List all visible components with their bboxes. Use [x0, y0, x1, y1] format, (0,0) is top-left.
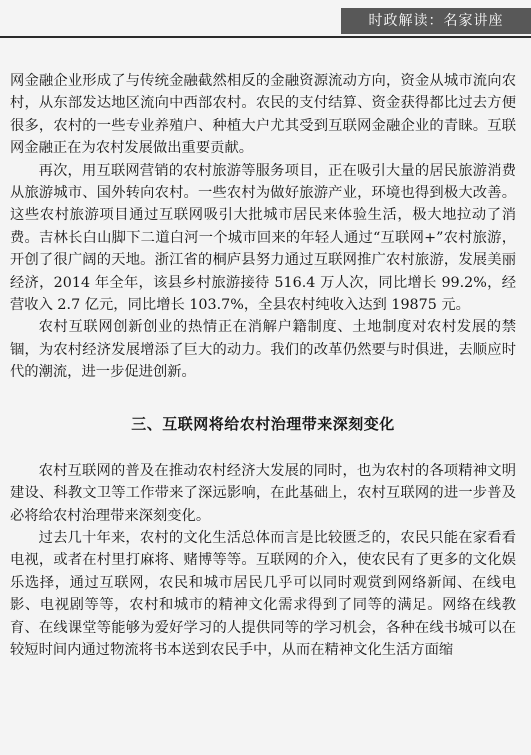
paragraph-3: 农村互联网创新创业的热情正在消解户籍制度、土地制度对农村发展的禁锢，为农村经济发展增添了巨大的动力。我们的改革仍然要与时俱进，去顺应时代的潮流，进一步促进创新。	[10, 319, 516, 381]
paragraph-1: 网金融企业形成了与传统金融截然相反的金融资源流动方向，资金从城市流向农村，从东部发达地区流向中西部农村。农民的支付结算、资金获得都比过去方便很多，农村的一些专业养殖户、种植大户尤其受到互联网金融企业的青睐。互联网金融正在为农村发展做出重要贡献。	[10, 73, 516, 157]
paragraph-5: 过去几十年来，农村的文化生活总体而言是比较匮乏的，农民只能在家看看电视，或者在村里打麻将、赌博等等。互联网的介入，使农民有了更多的文化娱乐选择，通过互联网，农民和城市居民几乎可以同时观赏到网络新闻、在线电影、电视剧等等，农村和城市的精神文化需求得到了同等的满足。网络在线教育、在线课堂等能够为爱好学习的人提供同等的学习机会，各种在线书城可以在较短时间内通过物流将书本送到农民手中，从而在精神文化生活方面缩	[10, 529, 516, 658]
running-header-badge: 时政解读：名家讲座	[341, 8, 531, 34]
header-rule	[0, 36, 531, 38]
article-body	[10, 70, 516, 661]
section-heading: 三、互联网将给农村治理带来深刻变化	[131, 414, 395, 433]
paragraph-2: 再次，用互联网营销的农村旅游等服务项目，正在吸引大量的居民旅游消费从旅游城市、国外转向农村。一些农村为做好旅游产业，环境也得到极大改善。这些农村旅游项目通过互联网吸引大批城市居民来体验生活，极大地拉动了消费。吉林长白山脚下二道白河一个城市回来的年轻人通过“互联网+”农村旅游，开创了很广阔的天地。浙江省的桐庐县努力通过互联网推广农村旅游，发展美丽经济，2014 年全年，该县乡村旅游接待 516.4 万人次，同比增长 99.2%，经营收入 2.7 亿元，同比增长 103.7%，全县农村纯收入达到 19875 元。	[10, 162, 516, 314]
paragraph-4: 农村互联网的普及在推动农村经济大发展的同时，也为农村的各项精神文明建设、科教文卫等工作带来了深远影响，在此基础上，农村互联网的进一步普及必将给农村治理带来深刻变化。	[10, 462, 516, 524]
